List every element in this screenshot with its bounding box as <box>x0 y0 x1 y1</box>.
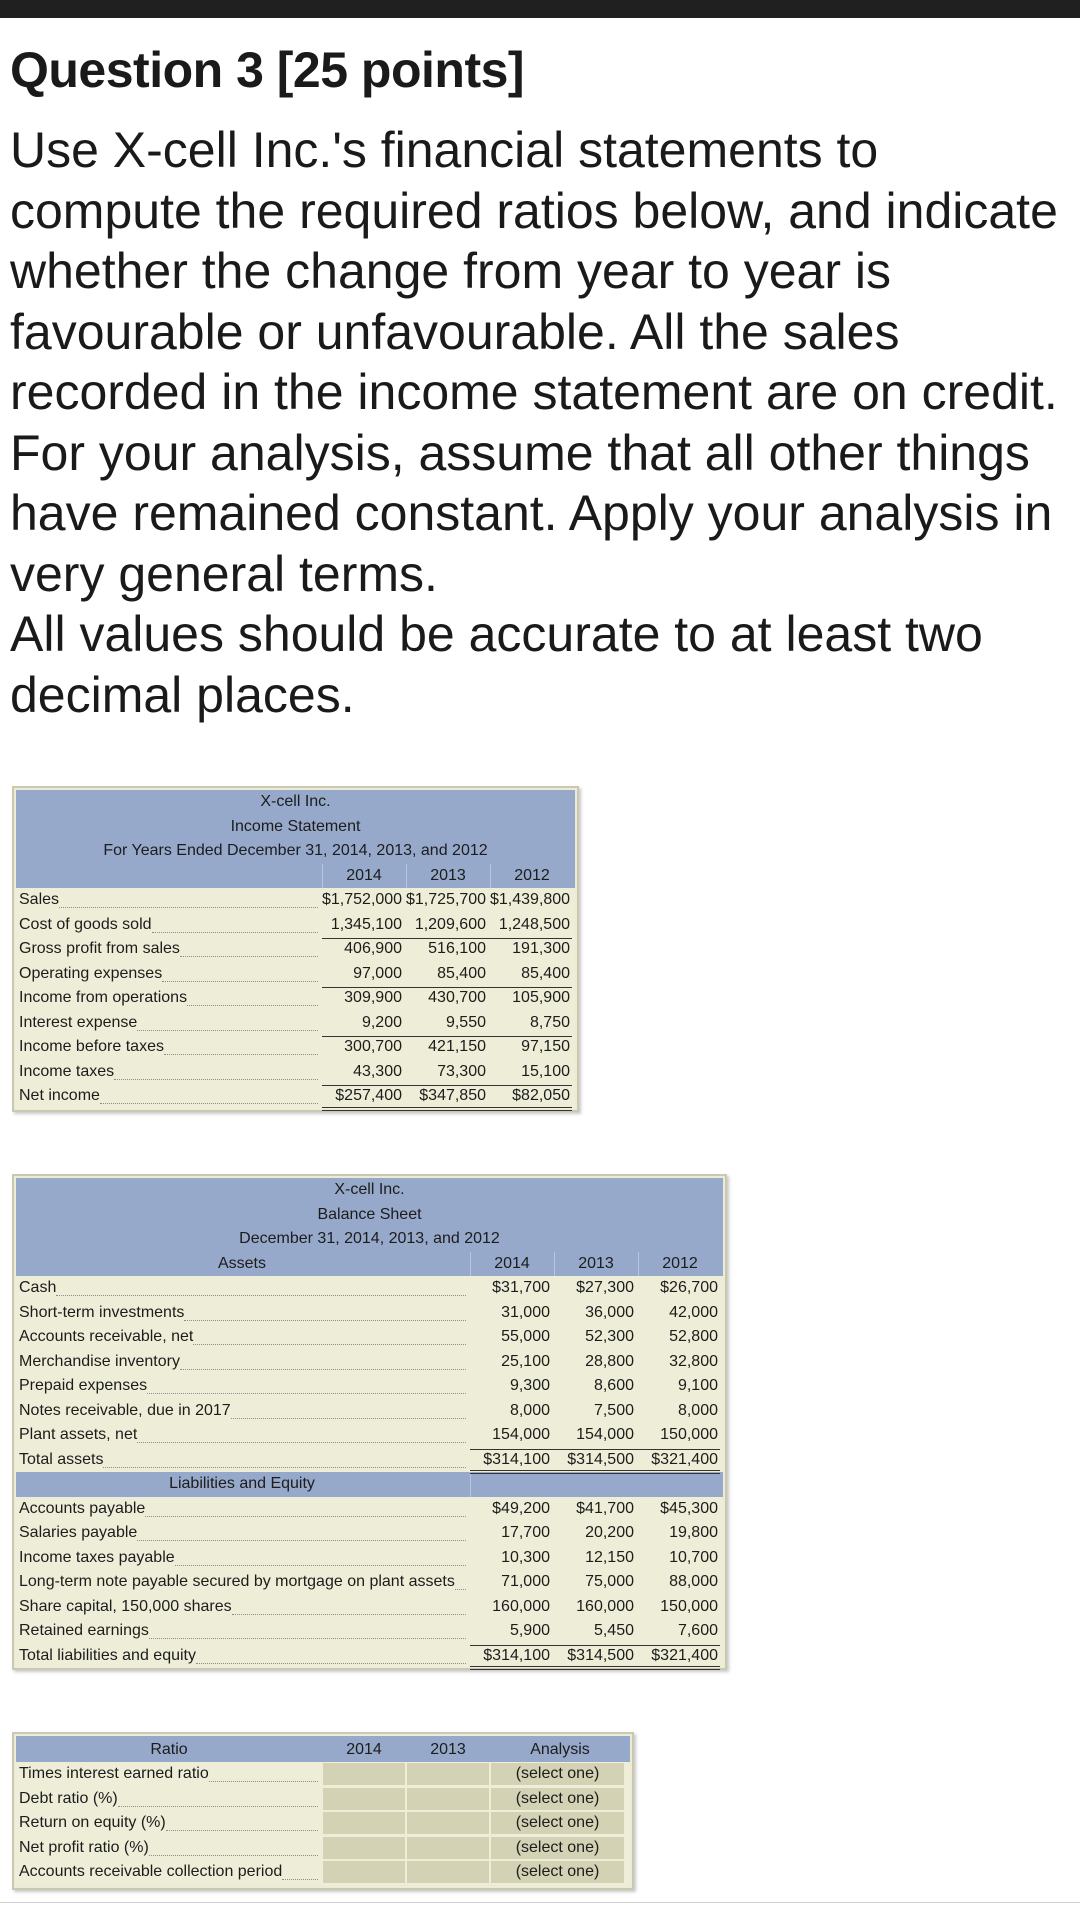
row-value: 55,000 <box>501 1328 550 1345</box>
balance-sheet-table <box>12 1174 727 1670</box>
ratios-header-row <box>16 1736 630 1762</box>
leader-dots <box>164 1054 318 1055</box>
income-row <box>16 1035 575 1060</box>
leader-dots <box>193 1344 466 1345</box>
table-header-row <box>16 839 575 864</box>
row-value: 31,000 <box>501 1303 550 1321</box>
row-value: 154,000 <box>492 1426 550 1443</box>
row-value: 5,900 <box>509 1622 550 1639</box>
row-label: Accounts payable <box>19 1499 146 1517</box>
leader-dots <box>137 1540 466 1541</box>
row-label: Short-term investments <box>19 1303 185 1321</box>
question-text <box>10 120 1072 725</box>
row-value: $1,439,800 <box>490 891 571 908</box>
total-underline <box>322 1110 572 1111</box>
row-value: 160,000 <box>492 1597 550 1615</box>
row-value: $26,700 <box>660 1279 718 1296</box>
row-label: Income before taxes <box>19 1038 164 1055</box>
year-header: 2013 <box>430 1741 466 1758</box>
ratio-row <box>16 1787 630 1812</box>
income-row <box>16 1011 575 1036</box>
row-label: Prepaid expenses <box>19 1377 148 1394</box>
row-value: 9,100 <box>677 1377 718 1394</box>
row-value: 42,000 <box>669 1303 718 1321</box>
row-label: Total liabilities and equity <box>19 1646 196 1664</box>
row-label: Retained earnings <box>19 1622 149 1639</box>
income-row <box>16 937 575 962</box>
row-label: Total assets <box>19 1450 104 1468</box>
leader-dots <box>175 1565 466 1566</box>
statement-title: Income Statement <box>230 817 361 835</box>
row-value: 191,300 <box>512 940 570 957</box>
year-header: 2012 <box>662 1254 698 1272</box>
row-value: 7,500 <box>593 1401 634 1419</box>
company-name: X-cell Inc. <box>260 793 331 810</box>
table-header-row <box>16 1227 723 1252</box>
asset-row <box>16 1325 723 1350</box>
row-label: Sales <box>19 891 60 908</box>
asset-row <box>16 1448 723 1473</box>
total-underline <box>470 1470 720 1471</box>
row-label: Income from operations <box>19 989 188 1006</box>
row-value: 10,700 <box>669 1548 718 1566</box>
analysis-select[interactable]: (select one) <box>491 1837 624 1859</box>
row-value: 8,600 <box>593 1377 634 1394</box>
total-underline <box>322 1107 572 1108</box>
row-label: Debt ratio (%) <box>19 1789 118 1807</box>
liability-row <box>16 1644 723 1669</box>
row-label: Accounts receivable, net <box>19 1328 194 1345</box>
divider <box>0 1902 1080 1903</box>
row-value: 88,000 <box>669 1573 718 1590</box>
analysis-column-header: Analysis <box>530 1741 590 1758</box>
row-value: 10,300 <box>501 1548 550 1566</box>
row-value: 150,000 <box>660 1426 718 1443</box>
year-header-row <box>16 864 575 889</box>
analysis-select[interactable]: (select one) <box>491 1788 624 1810</box>
row-value: 43,300 <box>353 1062 402 1080</box>
row-value: 85,400 <box>521 964 570 982</box>
year-header: 2012 <box>514 866 550 884</box>
row-value: 1,248,500 <box>498 915 570 933</box>
table-header-row <box>16 1203 723 1228</box>
table-header-row <box>16 815 575 840</box>
row-value: $45,300 <box>660 1499 718 1517</box>
asset-row <box>16 1399 723 1424</box>
row-value: 19,800 <box>669 1524 718 1541</box>
liability-row <box>16 1497 723 1522</box>
row-label: Interest expense <box>19 1013 138 1031</box>
leader-dots <box>162 981 318 982</box>
leader-dots <box>166 1830 318 1831</box>
row-value: 150,000 <box>660 1597 718 1615</box>
row-label: Income taxes payable <box>19 1548 175 1566</box>
income-statement-table <box>12 786 579 1112</box>
total-underline <box>470 1473 720 1474</box>
row-value: 8,000 <box>677 1401 718 1419</box>
income-row <box>16 913 575 938</box>
row-value: $1,725,700 <box>406 891 487 908</box>
income-row <box>16 888 575 913</box>
row-label: Long-term note payable secured by mortgage on plant assets <box>19 1573 455 1590</box>
row-value: 25,100 <box>501 1352 550 1370</box>
liability-row <box>16 1570 723 1595</box>
asset-row <box>16 1301 723 1326</box>
year-header: 2014 <box>346 1741 382 1758</box>
row-value: 8,750 <box>529 1013 570 1031</box>
total-underline <box>322 1036 572 1037</box>
leader-dots <box>196 1663 466 1664</box>
row-value: 8,000 <box>509 1401 550 1419</box>
asset-row <box>16 1276 723 1301</box>
leader-dots <box>180 1369 466 1370</box>
analysis-select[interactable]: (select one) <box>491 1861 624 1883</box>
ratio-row <box>16 1811 630 1836</box>
row-value: $321,400 <box>651 1450 718 1468</box>
row-label: Net profit ratio (%) <box>19 1838 149 1856</box>
row-value: 20,200 <box>585 1524 634 1541</box>
row-label: Merchandise inventory <box>19 1352 180 1370</box>
row-value: $82,050 <box>512 1087 570 1104</box>
row-value: $314,500 <box>567 1450 634 1468</box>
leader-dots <box>282 1879 318 1880</box>
leader-dots <box>137 1442 466 1443</box>
row-value: 7,600 <box>677 1622 718 1639</box>
total-underline <box>470 1645 720 1646</box>
asset-row <box>16 1350 723 1375</box>
leader-dots <box>149 1855 318 1856</box>
row-label: Notes receivable, due in 2017 <box>19 1401 231 1419</box>
row-value: 105,900 <box>512 989 570 1006</box>
row-value: 52,300 <box>585 1328 634 1345</box>
leader-dots <box>187 1005 318 1006</box>
liabilities-header: Liabilities and Equity <box>169 1475 315 1492</box>
row-value: 75,000 <box>585 1573 634 1590</box>
row-value: 15,100 <box>521 1062 570 1080</box>
row-label: Share capital, 150,000 shares <box>19 1597 232 1615</box>
assets-header: Assets <box>217 1254 266 1272</box>
leader-dots <box>147 1393 466 1394</box>
income-row <box>16 986 575 1011</box>
row-value: 9,200 <box>361 1013 402 1031</box>
row-value: $41,700 <box>576 1499 634 1517</box>
leader-dots <box>184 1320 466 1321</box>
row-value: 12,150 <box>585 1548 634 1566</box>
analysis-select[interactable]: (select one) <box>491 1812 624 1834</box>
row-value: 32,800 <box>669 1352 718 1370</box>
ratio-2014-input[interactable] <box>323 1788 405 1810</box>
row-value: $314,500 <box>567 1646 634 1664</box>
total-underline <box>322 938 572 939</box>
statement-title: Balance Sheet <box>317 1205 422 1223</box>
row-value: $314,100 <box>483 1450 550 1468</box>
leader-dots <box>455 1589 466 1590</box>
row-value: 300,700 <box>344 1038 402 1055</box>
ratio-2013-input[interactable] <box>407 1861 489 1883</box>
row-value: 36,000 <box>585 1303 634 1321</box>
row-value: 421,150 <box>428 1038 486 1055</box>
row-value: 154,000 <box>576 1426 634 1443</box>
liability-row <box>16 1619 723 1644</box>
row-value: 73,300 <box>437 1062 486 1080</box>
leader-dots <box>152 932 318 933</box>
income-row <box>16 1060 575 1085</box>
ratio-2013-input[interactable] <box>407 1763 489 1785</box>
leader-dots <box>114 1079 318 1080</box>
year-header: 2013 <box>430 866 466 884</box>
leader-dots <box>118 1806 318 1807</box>
ratio-2014-input[interactable] <box>323 1812 405 1834</box>
question-paragraph: Use X-cell Inc.'s financial statements to compute the required ratios below, and indicate whether the change from year to year is favourable or unfavourable. All the sales recorded in the income statement are on credit. For your analysis, assume that all other things have remained constant. Apply your analysis in very general terms. <box>10 122 1058 602</box>
row-value: 71,000 <box>501 1573 550 1590</box>
row-value: $49,200 <box>492 1499 550 1517</box>
row-label: Net income <box>19 1087 100 1104</box>
statement-period: For Years Ended December 31, 2014, 2013, and 2012 <box>103 842 488 859</box>
ratio-2014-input[interactable] <box>323 1763 405 1785</box>
ratio-row <box>16 1762 630 1787</box>
row-label: Return on equity (%) <box>19 1814 166 1831</box>
row-value: 17,700 <box>501 1524 550 1541</box>
row-value: $1,752,000 <box>322 891 403 908</box>
ratio-2013-input[interactable] <box>407 1788 489 1810</box>
top-bar <box>0 0 1080 18</box>
row-value: 28,800 <box>585 1352 634 1370</box>
row-value: $347,850 <box>419 1087 486 1104</box>
year-header-row <box>16 1252 723 1277</box>
row-label: Cash <box>19 1279 57 1296</box>
liability-row <box>16 1521 723 1546</box>
row-value: 309,900 <box>344 989 402 1006</box>
leader-dots <box>232 1614 466 1615</box>
row-label: Cost of goods sold <box>19 915 152 933</box>
row-value: $27,300 <box>576 1279 634 1296</box>
total-underline <box>470 1666 720 1667</box>
leader-dots <box>137 1030 318 1031</box>
row-label: Salaries payable <box>19 1524 138 1541</box>
row-value: 406,900 <box>344 940 402 957</box>
ratio-row <box>16 1860 630 1885</box>
ratios-table <box>12 1732 634 1890</box>
section-header-row <box>16 1472 723 1497</box>
row-value: 85,400 <box>437 964 486 982</box>
total-underline <box>470 1449 720 1450</box>
total-underline <box>322 1085 572 1086</box>
year-header: 2014 <box>494 1254 530 1272</box>
total-underline <box>470 1669 720 1670</box>
leader-dots <box>100 1103 318 1104</box>
year-header: 2013 <box>578 1254 614 1272</box>
asset-row <box>16 1374 723 1399</box>
leader-dots <box>145 1516 466 1517</box>
year-header: 2014 <box>346 866 382 884</box>
ratio-column-header: Ratio <box>150 1741 188 1758</box>
row-value: 160,000 <box>576 1597 634 1615</box>
row-label: Plant assets, net <box>19 1426 138 1443</box>
ratio-2013-input[interactable] <box>407 1812 489 1834</box>
row-label: Times interest earned ratio <box>19 1765 209 1782</box>
analysis-select[interactable]: (select one) <box>491 1763 624 1785</box>
ratio-2014-input[interactable] <box>323 1837 405 1859</box>
row-value: 1,209,600 <box>414 915 486 933</box>
company-name: X-cell Inc. <box>334 1181 405 1198</box>
leader-dots <box>103 1467 466 1468</box>
liability-row <box>16 1546 723 1571</box>
table-header-row <box>16 790 575 815</box>
row-value: $257,400 <box>335 1087 402 1104</box>
row-value: 1,345,100 <box>330 915 402 933</box>
liability-row <box>16 1595 723 1620</box>
table-header-row <box>16 1178 723 1203</box>
row-label: Income taxes <box>19 1062 115 1080</box>
row-label: Gross profit from sales <box>19 940 180 957</box>
row-value: $321,400 <box>651 1646 718 1664</box>
leader-dots <box>59 907 318 908</box>
row-value: $31,700 <box>492 1279 550 1296</box>
statement-period: December 31, 2014, 2013, and 2012 <box>239 1230 500 1247</box>
total-underline <box>322 987 572 988</box>
question-title: Question 3 [25 points] <box>10 42 525 98</box>
income-row <box>16 962 575 987</box>
row-value: 97,000 <box>353 964 402 982</box>
leader-dots <box>180 956 318 957</box>
ratio-row <box>16 1836 630 1861</box>
row-value: 9,550 <box>445 1013 486 1031</box>
row-value: 97,150 <box>521 1038 570 1055</box>
row-label: Accounts receivable collection period <box>19 1863 283 1880</box>
ratio-2013-input[interactable] <box>407 1837 489 1859</box>
row-value: 9,300 <box>509 1377 550 1394</box>
income-row <box>16 1084 575 1109</box>
row-value: 516,100 <box>428 940 486 957</box>
row-value: $314,100 <box>483 1646 550 1664</box>
asset-row <box>16 1423 723 1448</box>
leader-dots <box>231 1418 466 1419</box>
row-label: Operating expenses <box>19 964 163 982</box>
leader-dots <box>209 1781 318 1782</box>
question-paragraph: All values should be accurate to at least two decimal places. <box>10 606 983 723</box>
row-value: 5,450 <box>593 1622 634 1639</box>
ratio-2014-input[interactable] <box>323 1861 405 1883</box>
row-value: 430,700 <box>428 989 486 1006</box>
leader-dots <box>56 1295 466 1296</box>
row-value: 52,800 <box>669 1328 718 1345</box>
leader-dots <box>149 1638 466 1639</box>
